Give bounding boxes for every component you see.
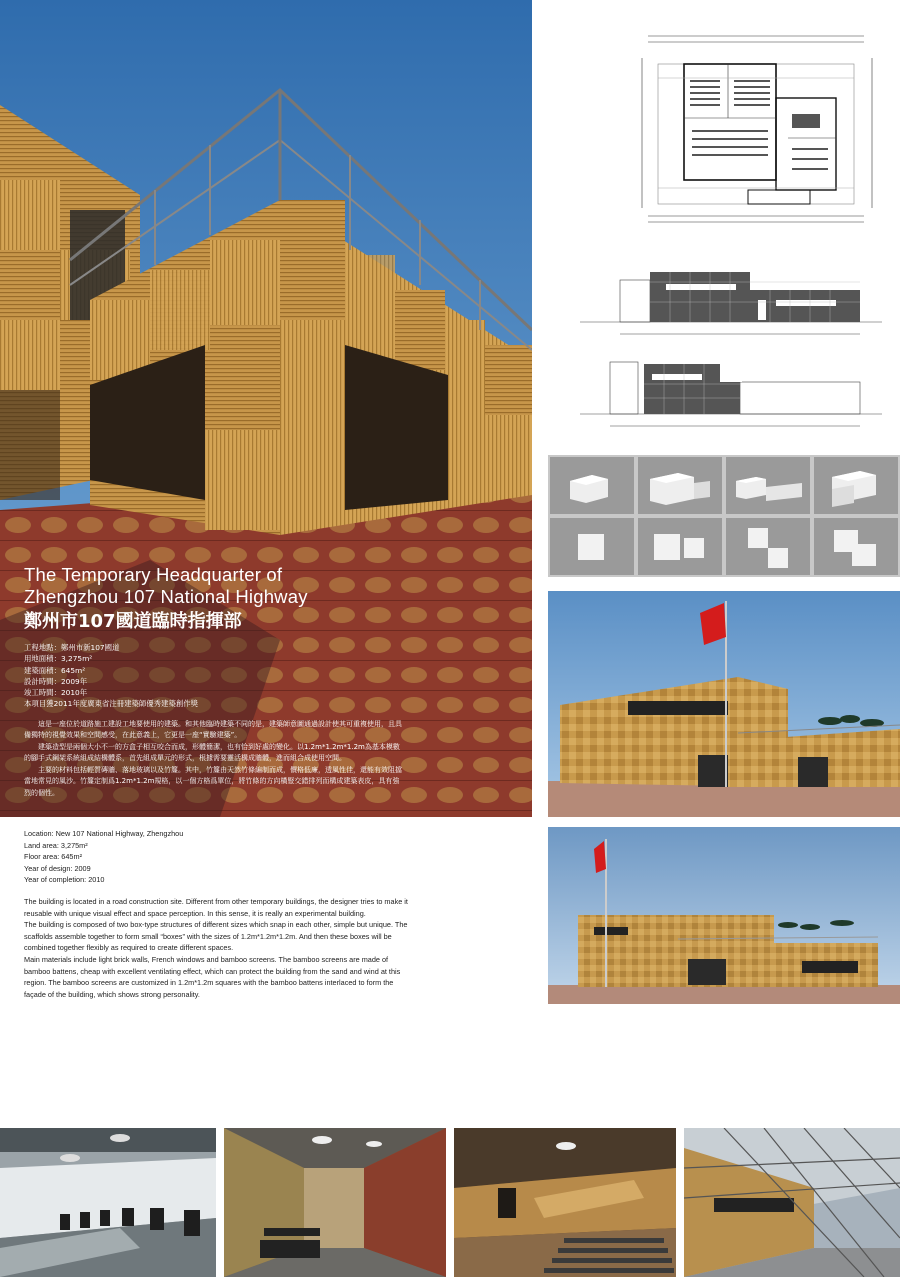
fact-location: Location: New 107 National Highway, Zhengzhou: [24, 829, 184, 838]
massing-diagram-8: [814, 518, 898, 575]
fact-design-year-cn: 設計時間：2009年: [24, 676, 88, 686]
chinese-facts: [24, 642, 524, 710]
description-en-1: The building is located in a road construction site. Different from other temporary buildings, the designer tries to make it reusable with unique visual effect and space perception. In this sense, it is really an experimental building.: [24, 896, 408, 918]
elevation-1-svg: [570, 262, 892, 340]
massing-diagram-7: [726, 518, 810, 575]
floor-plan-svg: [628, 18, 884, 250]
massing-4-svg: [814, 457, 898, 514]
massing-diagram-3: [726, 457, 810, 514]
massing-2-svg: [638, 457, 722, 514]
title-chinese: 鄭州市107國道臨時指揮部: [24, 611, 242, 632]
title-english-line-2: Zhengzhou 107 National Highway: [24, 586, 308, 607]
description-en-2: The building is composed of two box-type structures of different sizes which snap in each other, simple but unique. The scaffolds assemble together to form small “boxes” with the sizes of 1.2m*1.2m*1.2m. And then these boxes will be combined together flexibly as required to create different spaces.: [24, 920, 408, 953]
elevation-2-svg: [570, 352, 892, 432]
massing-8-svg: [814, 518, 898, 575]
description-cn-1: 這是一座位於道路施工建設工地要使用的建築。和其他臨時建築不同的是，建築師意圖通過設計使其可重複使用，且具備獨特的視覺效果和空間感受，在此意義上，它更是一座“實驗建築”。: [24, 719, 402, 740]
massing-diagram-2: [638, 457, 722, 514]
fact-award-cn: 本項目獲2011年度廣東省注冊建築師優秀建築創作獎: [24, 699, 199, 709]
photo-interior-lobby: [224, 1128, 446, 1277]
photo-interior-meeting-room: [0, 1128, 216, 1277]
floor-plan-drawing: [628, 18, 884, 250]
massing-3-svg: [726, 457, 810, 514]
massing-diagram-5: [550, 518, 634, 575]
fact-location-cn: 工程地點：鄭州市新107國道: [24, 643, 120, 652]
fact-land-area: Land area: 3,275m²: [24, 840, 88, 850]
photo-exterior-front: [548, 827, 900, 1004]
photo-interior-corridor: [684, 1128, 900, 1277]
fact-completion-year: Year of completion: 2010: [24, 875, 105, 885]
massing-diagram-4: [814, 457, 898, 514]
fact-design-year: Year of design: 2009: [24, 863, 91, 873]
hero-text-overlay: [24, 564, 524, 799]
massing-diagram-1: [550, 457, 634, 514]
photo-exterior-angled-illustration: [548, 591, 900, 817]
photo-exterior-angled: [548, 591, 900, 817]
description-cn-2: 建築造型是兩個大小不一的方盒子相互咬合而成，形體簡潔，也有恰到好處的變化。以1.2m*1.2m*1.2m為基本模數的腳手式鋼架系統組成結構體系，首先組成單元的形式，根據需要靈活構成牆體，進而組合成使用空間。: [24, 742, 400, 763]
massing-7-svg: [726, 518, 810, 575]
description-cn-3: 主要的材料包括輕質磚牆、落地玻璃以及竹簾。其中，竹簾由天然竹條編制而成，價格低廉，透風性佳，還能有效阻擋當地常見的風沙。竹簾定制爲1.2m*1.2m規格，以一個方格爲單位，將竹條的方向橫豎交錯排列而構成建築表皮，具有強烈的個性。: [24, 765, 402, 797]
description-en-3: Main materials include light brick walls, French windows and bamboo screens. The bamboo screens are made of bamboo battens, cheap with excellent ventilating effect, which can protect the building from the sand and wind at this region. The bamboo screens are customized in 1.2m*1.2m squares with the bamboo battens interlaced to form the façade of the building, which shows strong personality.: [24, 954, 401, 999]
photo-interior-meeting-room-illustration: [0, 1128, 216, 1277]
fact-floor-area: Floor area: 645m²: [24, 852, 82, 862]
massing-diagrams: [548, 455, 900, 577]
massing-6-svg: [638, 518, 722, 575]
elevation-drawing-1: [570, 262, 892, 340]
fact-completion-year-cn: 竣工時間：2010年: [24, 688, 88, 698]
massing-1-svg: [550, 457, 634, 514]
fact-floor-area-cn: 建築面積：645m²: [24, 665, 86, 675]
photo-interior-corridor-illustration: [684, 1128, 900, 1277]
photo-exterior-front-illustration: [548, 827, 900, 1004]
fact-land-area-cn: 用地面積：3,275m²: [24, 654, 93, 664]
english-text-block: [24, 828, 412, 1000]
photo-interior-auditorium: [454, 1128, 676, 1277]
elevation-drawing-2: [570, 352, 892, 432]
photo-interior-lobby-illustration: [224, 1128, 446, 1277]
photo-interior-auditorium-illustration: [454, 1128, 676, 1277]
title-english-line-1: The Temporary Headquarter of: [24, 564, 283, 585]
massing-diagram-6: [638, 518, 722, 575]
massing-5-svg: [550, 518, 634, 575]
